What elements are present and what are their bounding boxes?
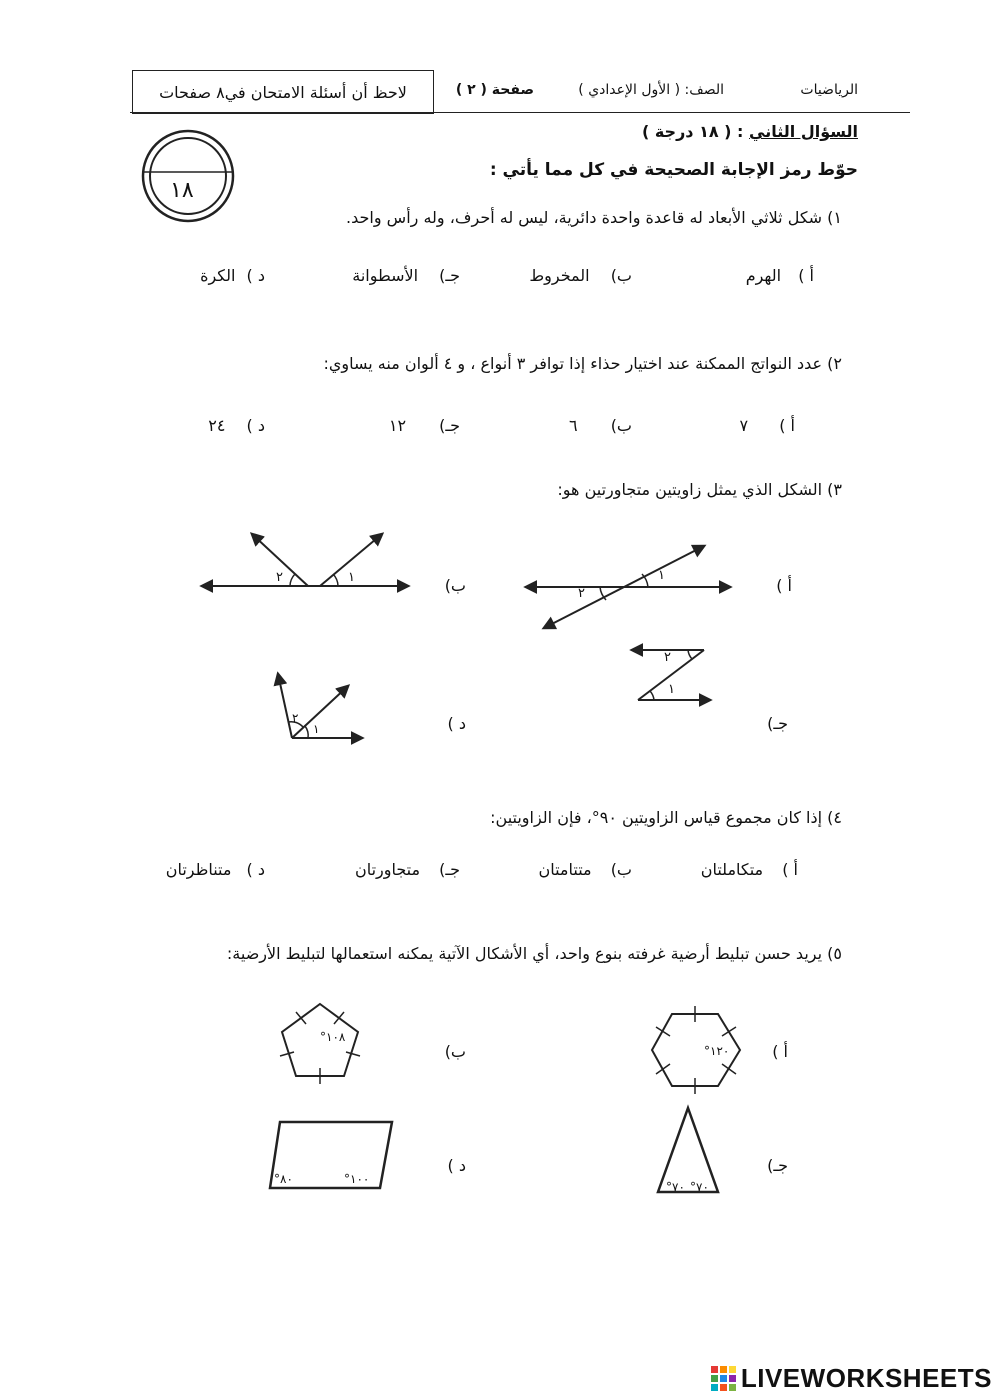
q3-option-d-label[interactable]: د ) xyxy=(447,714,466,733)
angle-label-1: ١ xyxy=(313,722,320,736)
q4-option-c[interactable] xyxy=(355,860,460,879)
triangle-angle-label-right: °٧٠ xyxy=(690,1180,709,1194)
question-text: الشكل الذي يمثل زاويتين متجاورتين هو: xyxy=(557,480,823,499)
q5-option-c-label[interactable]: جـ) xyxy=(767,1156,788,1175)
q2-option-a[interactable] xyxy=(740,416,795,435)
q1-option-d[interactable] xyxy=(200,266,265,285)
option-letter: جـ) xyxy=(439,266,460,285)
parallelogram-angle-label-left: °٨٠ xyxy=(274,1172,293,1186)
question-text: إذا كان مجموع قياس الزاويتين ٩٠°، فإن الزاويتين: xyxy=(490,808,823,827)
option-letter: د ) xyxy=(246,860,265,879)
option-text: ٢٤ xyxy=(208,416,226,435)
q3-option-a-figure[interactable] xyxy=(520,540,740,640)
section-heading xyxy=(642,122,858,141)
option-letter: أ ) xyxy=(782,860,798,879)
option-letter: د ) xyxy=(246,266,265,285)
q5-option-c-triangle[interactable] xyxy=(654,1104,722,1196)
q3-option-a-label[interactable]: أ ) xyxy=(776,576,792,595)
question-3 xyxy=(557,480,842,499)
option-text: الأسطوانة xyxy=(352,266,419,285)
question-1 xyxy=(346,208,842,227)
liveworksheets-wordmark: LIVEWORKSHEETS xyxy=(740,1363,992,1393)
q1-option-c[interactable] xyxy=(352,266,460,285)
hexagon-angle-label: °١٢٠ xyxy=(704,1044,730,1058)
q3-option-b-label[interactable]: ب) xyxy=(444,576,466,595)
score-value: ١٨ xyxy=(170,178,194,203)
option-text: ٦ xyxy=(569,416,578,435)
q3-option-b-figure[interactable] xyxy=(198,526,414,596)
option-text: الكرة xyxy=(200,266,236,285)
option-letter: أ ) xyxy=(798,266,814,285)
angle-label-1: ١ xyxy=(658,568,665,583)
liveworksheets-logo xyxy=(711,1363,992,1394)
angle-label-2: ٢ xyxy=(578,586,585,601)
angle-label-1: ١ xyxy=(348,570,355,585)
option-text: متكاملتان xyxy=(700,860,764,879)
option-letter: ب) xyxy=(610,860,632,879)
angle-label-2: ٢ xyxy=(276,570,283,585)
angle-label-1: ١ xyxy=(668,682,675,697)
q5-option-a-hexagon[interactable] xyxy=(648,1004,744,1094)
question-5 xyxy=(227,944,842,963)
option-text: متناظرتان xyxy=(165,860,232,879)
question-text: شكل ثلاثي الأبعاد له قاعدة واحدة دائرية، ليس له أحرف، وله رأس واحد. xyxy=(346,208,823,227)
question-number: ٢) xyxy=(827,354,842,373)
q4-option-a[interactable] xyxy=(701,860,798,879)
section-marks: : ( ١٨ درجة ) xyxy=(641,122,744,141)
vertical-ray xyxy=(278,674,292,738)
exam-pages-note: لاحظ أن أسئلة الامتحان في٨ صفحات xyxy=(132,70,434,114)
option-letter: ب) xyxy=(610,416,632,435)
option-letter: جـ) xyxy=(439,860,460,879)
angle-label-2: ٢ xyxy=(292,711,299,725)
liveworksheets-mark-icon xyxy=(711,1366,737,1392)
option-text: ٧ xyxy=(739,416,749,435)
question-number: ٤) xyxy=(827,808,842,827)
question-2 xyxy=(323,354,842,373)
page-number: صفحة ( ٢ ) xyxy=(455,82,534,98)
option-letter: أ ) xyxy=(779,416,795,435)
section-title: السؤال الثاني xyxy=(749,122,858,141)
question-text: يريد حسن تبليط أرضية غرفته بنوع واحد، أي الأشكال الآتية يمكنه استعمالها لتبليط الأرضية: xyxy=(226,944,823,963)
grade-label: الصف: ( الأول الإعدادي ) xyxy=(578,82,724,98)
q2-option-b[interactable] xyxy=(569,416,632,435)
q4-option-d[interactable] xyxy=(166,860,265,879)
score-circle xyxy=(140,128,236,224)
option-letter: ب) xyxy=(610,266,632,285)
question-number: ١) xyxy=(827,208,842,227)
question-number: ٣) xyxy=(827,480,842,499)
question-4 xyxy=(490,808,842,827)
question-number: ٥) xyxy=(827,944,842,963)
option-text: متجاورتان xyxy=(354,860,421,879)
angle-label-2: ٢ xyxy=(664,650,671,665)
q5-option-b-label[interactable]: ب) xyxy=(444,1042,466,1061)
header-divider xyxy=(130,112,910,113)
triangle-angle-label-left: °٧٠ xyxy=(666,1180,685,1194)
question-text: عدد النواتج الممكنة عند اختيار حذاء إذا توافر ٣ أنواع ، و ٤ ألوان منه يساوي: xyxy=(323,354,823,373)
option-letter: جـ) xyxy=(439,416,460,435)
q1-option-b[interactable] xyxy=(529,266,632,285)
q5-option-d-label[interactable]: د ) xyxy=(447,1156,466,1175)
q3-option-d-figure[interactable] xyxy=(272,668,368,744)
q2-option-d[interactable] xyxy=(208,416,265,435)
q2-option-c[interactable] xyxy=(389,416,460,435)
parallelogram-angle-label-right: °١٠٠ xyxy=(344,1172,370,1186)
option-text: ١٢ xyxy=(388,416,407,435)
pentagon-angle-label: °١٠٨ xyxy=(320,1030,346,1044)
middle-ray xyxy=(292,686,348,738)
subject-label: الرياضيات xyxy=(800,82,858,98)
option-text: متتامتان xyxy=(538,860,592,879)
q1-option-a[interactable] xyxy=(746,266,814,285)
q5-option-a-label[interactable]: أ ) xyxy=(772,1042,788,1061)
option-text: الهرم xyxy=(745,266,782,285)
option-letter: د ) xyxy=(246,416,265,435)
option-text: المخروط xyxy=(529,266,590,285)
q3-option-c-label[interactable]: جـ) xyxy=(767,714,788,733)
instruction: حوّط رمز الإجابة الصحيحة في كل مما يأتي : xyxy=(489,160,858,180)
q3-option-c-figure[interactable] xyxy=(628,640,718,710)
q4-option-b[interactable] xyxy=(538,860,632,879)
